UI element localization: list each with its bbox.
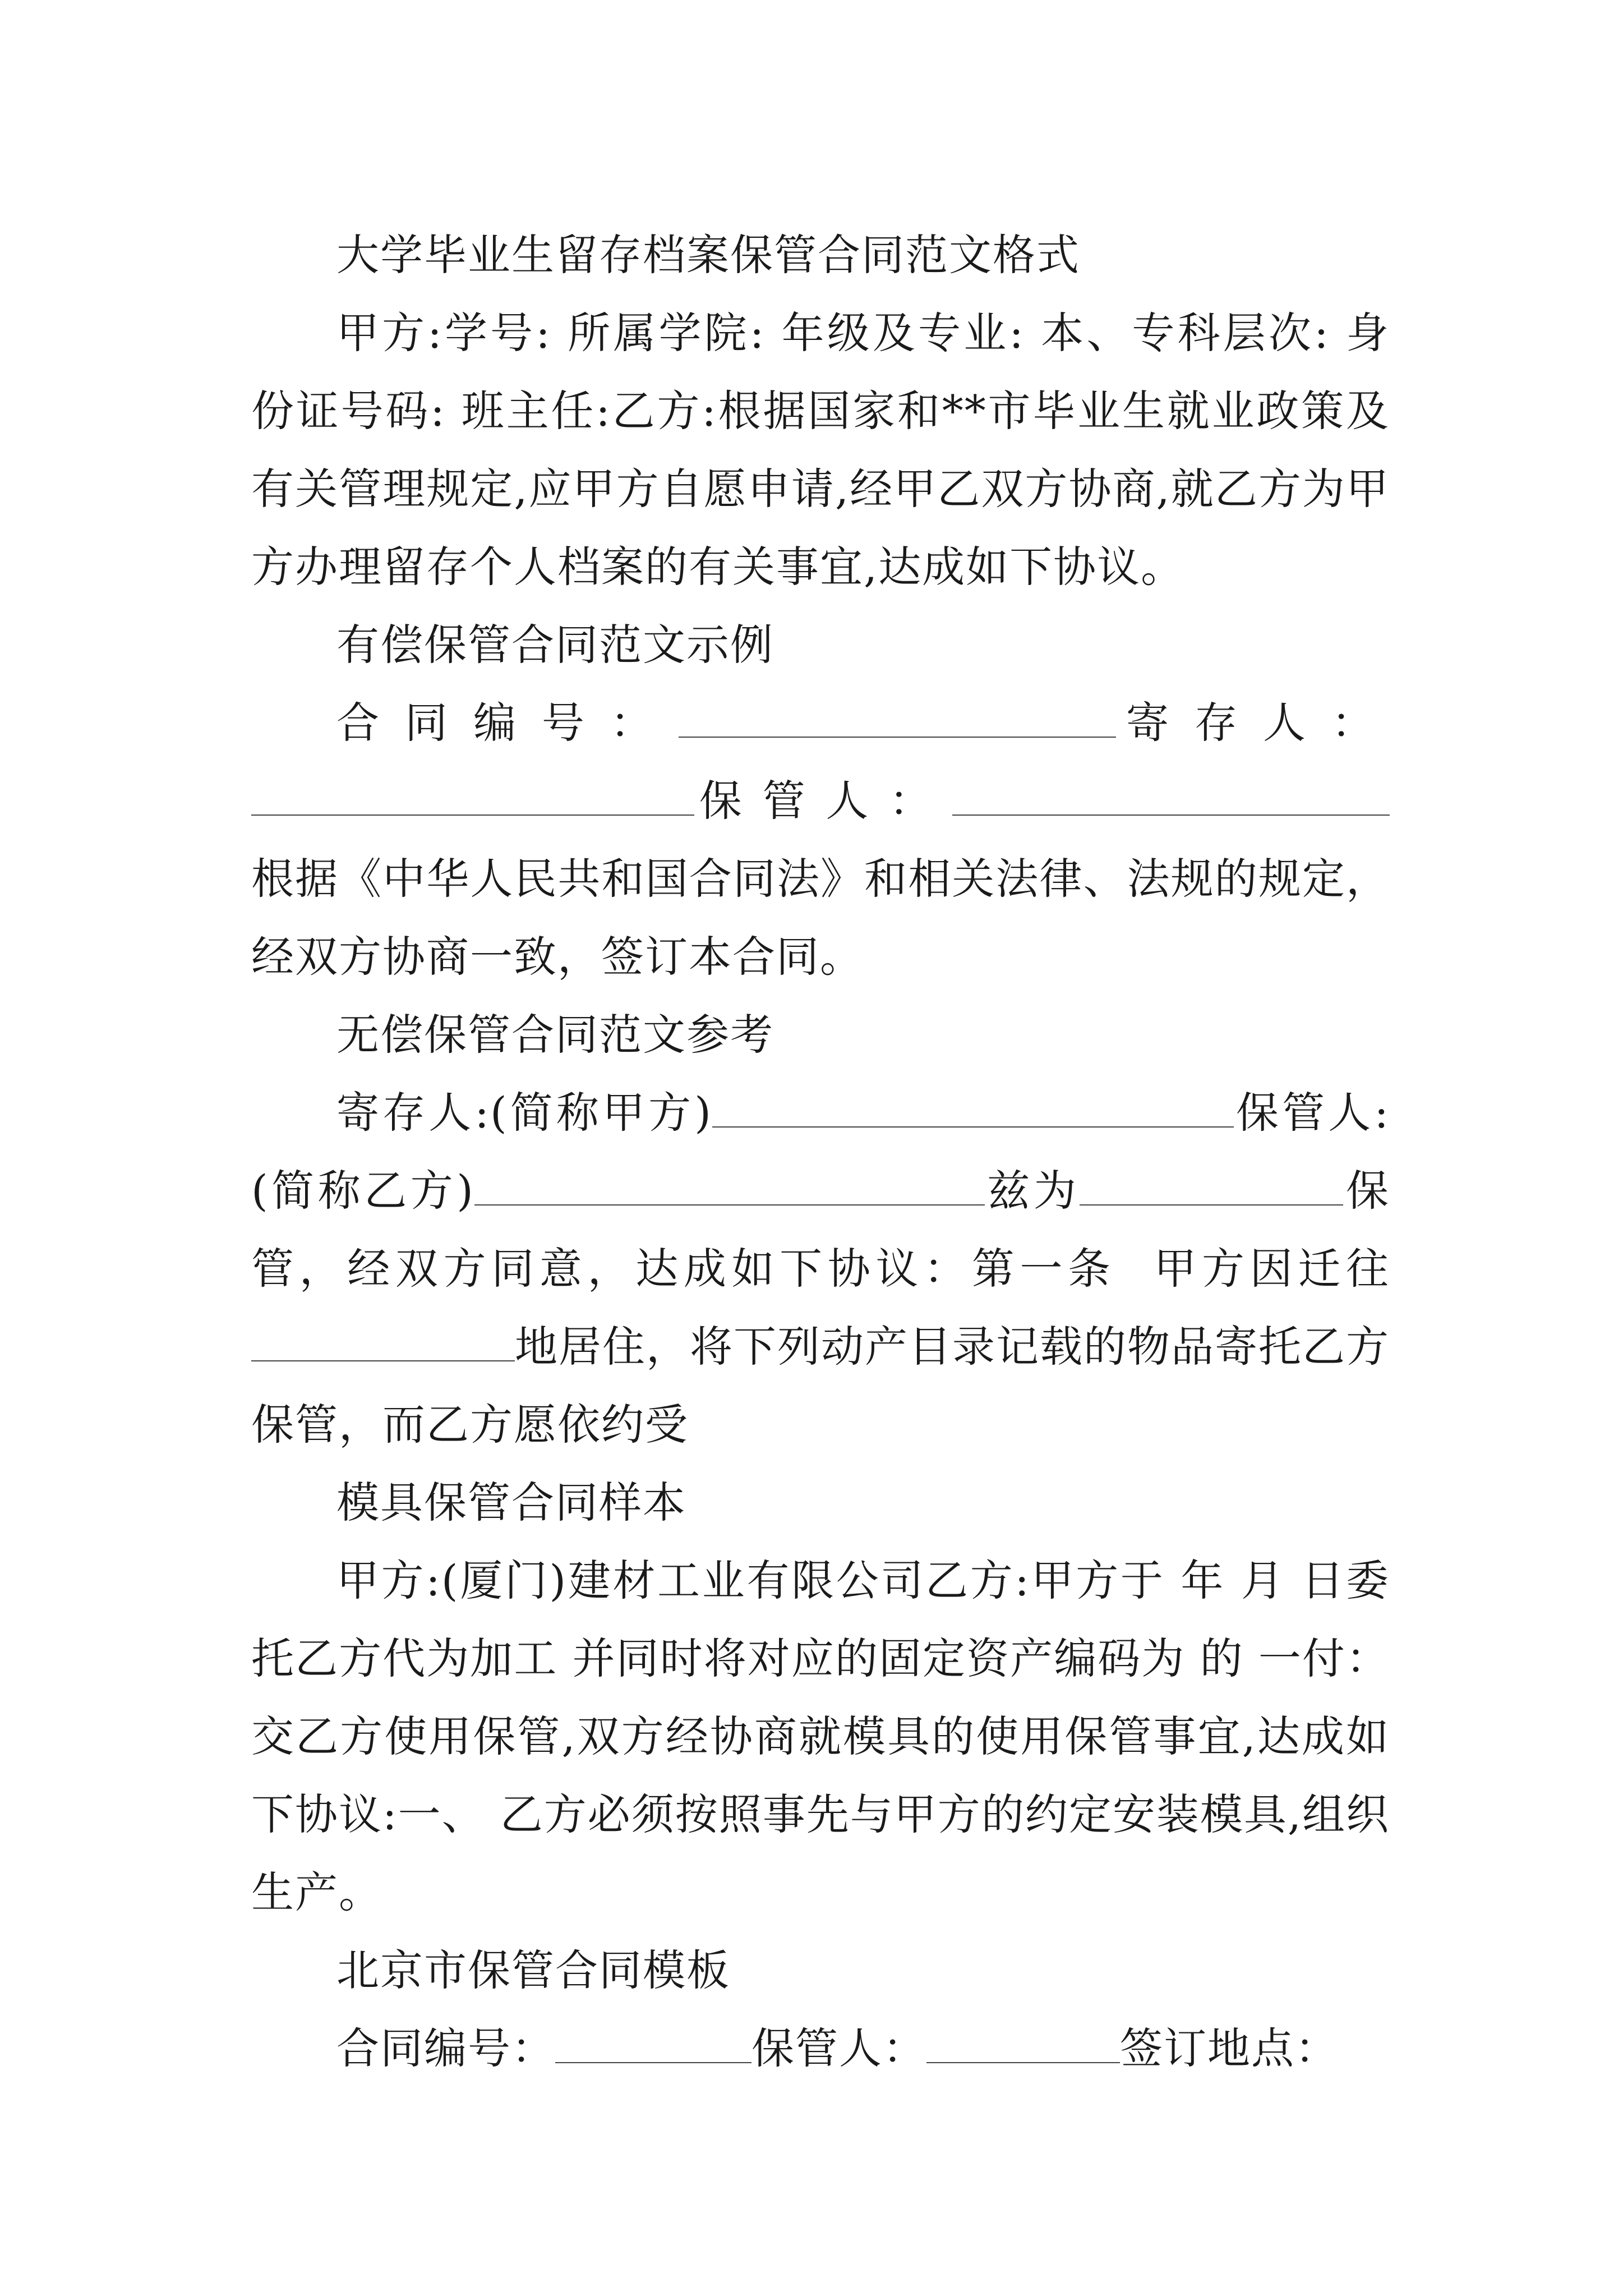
hereby-label: 兹为 — [984, 1166, 1080, 1216]
depositor-blank — [712, 1087, 1234, 1128]
section-heading: 北京市保管合同模板 — [336, 1945, 730, 1995]
keeper-label: 保管人: — [1233, 1088, 1390, 1138]
free-contract-fields — [251, 1074, 1390, 1464]
beijing-contract-fields — [251, 2009, 1390, 2087]
section-body: 甲方:(厦门)建材工业有限公司乙方:甲方于 年 月 日委托乙方代为加工 并同时将对应的固定资产编码为 的 一付：交乙方使用保管,双方经协商就模具的使用保管事宜,达成如下协议:一、 乙方必须按照事先与甲方的约定安装模具,组织生产。 — [251, 1556, 1390, 1917]
keep-text: 保管，经双方同意，达成如下协议：第一条 甲方因迁往 — [251, 1166, 1390, 1294]
residence-text: 地居住，将下列动产目录记载的物品寄托乙方保管，而乙方愿依约受 — [251, 1322, 1390, 1450]
keeper-label: 保管人： — [694, 776, 952, 826]
document-content — [251, 216, 1390, 2087]
depositor-label: 寄存人： — [1116, 698, 1390, 748]
section-heading: 有偿保管合同范文示例 — [336, 620, 774, 670]
keeper-blank — [474, 1165, 985, 1205]
contract-no-label: 合同编号： — [336, 698, 679, 748]
section-heading: 大学毕业生留存档案保管合同范文格式 — [336, 230, 1080, 280]
depositor-label: 寄存人:(简称甲方) — [336, 1088, 712, 1138]
item-blank — [1080, 1165, 1343, 1205]
destination-blank — [251, 1321, 515, 1361]
depositor-blank — [251, 775, 694, 816]
contract-no-blank — [555, 2023, 751, 2063]
contract-no-label: 合同编号： — [336, 2023, 555, 2073]
section-body: 根据《中华人民共和国合同法》和相关法律、法规的规定，经双方协商一致，签订本合同。 — [251, 854, 1390, 982]
keeper-blank — [926, 2023, 1120, 2063]
keeper-abbr: (简称乙方) — [251, 1166, 474, 1216]
section-body: 甲方:学号: 所属学院: 年级及专业: 本、专科层次: 身份证号码: 班主任:乙方:根据国家和**市毕业生就业政策及有关管理规定,应甲方自愿申请,经甲乙双方协商,就乙方为甲方办理留存个人档案的有关事宜,达成如下协议。 — [251, 308, 1390, 592]
contract-no-blank — [679, 697, 1116, 738]
paid-contract-fields — [251, 684, 1390, 996]
section-heading: 无偿保管合同范文参考 — [336, 1010, 774, 1060]
place-label: 签订地点： — [1120, 2023, 1339, 2073]
section-heading: 模具保管合同样本 — [336, 1478, 686, 1527]
keeper-label: 保管人： — [751, 2023, 926, 2073]
keeper-blank — [952, 775, 1390, 816]
